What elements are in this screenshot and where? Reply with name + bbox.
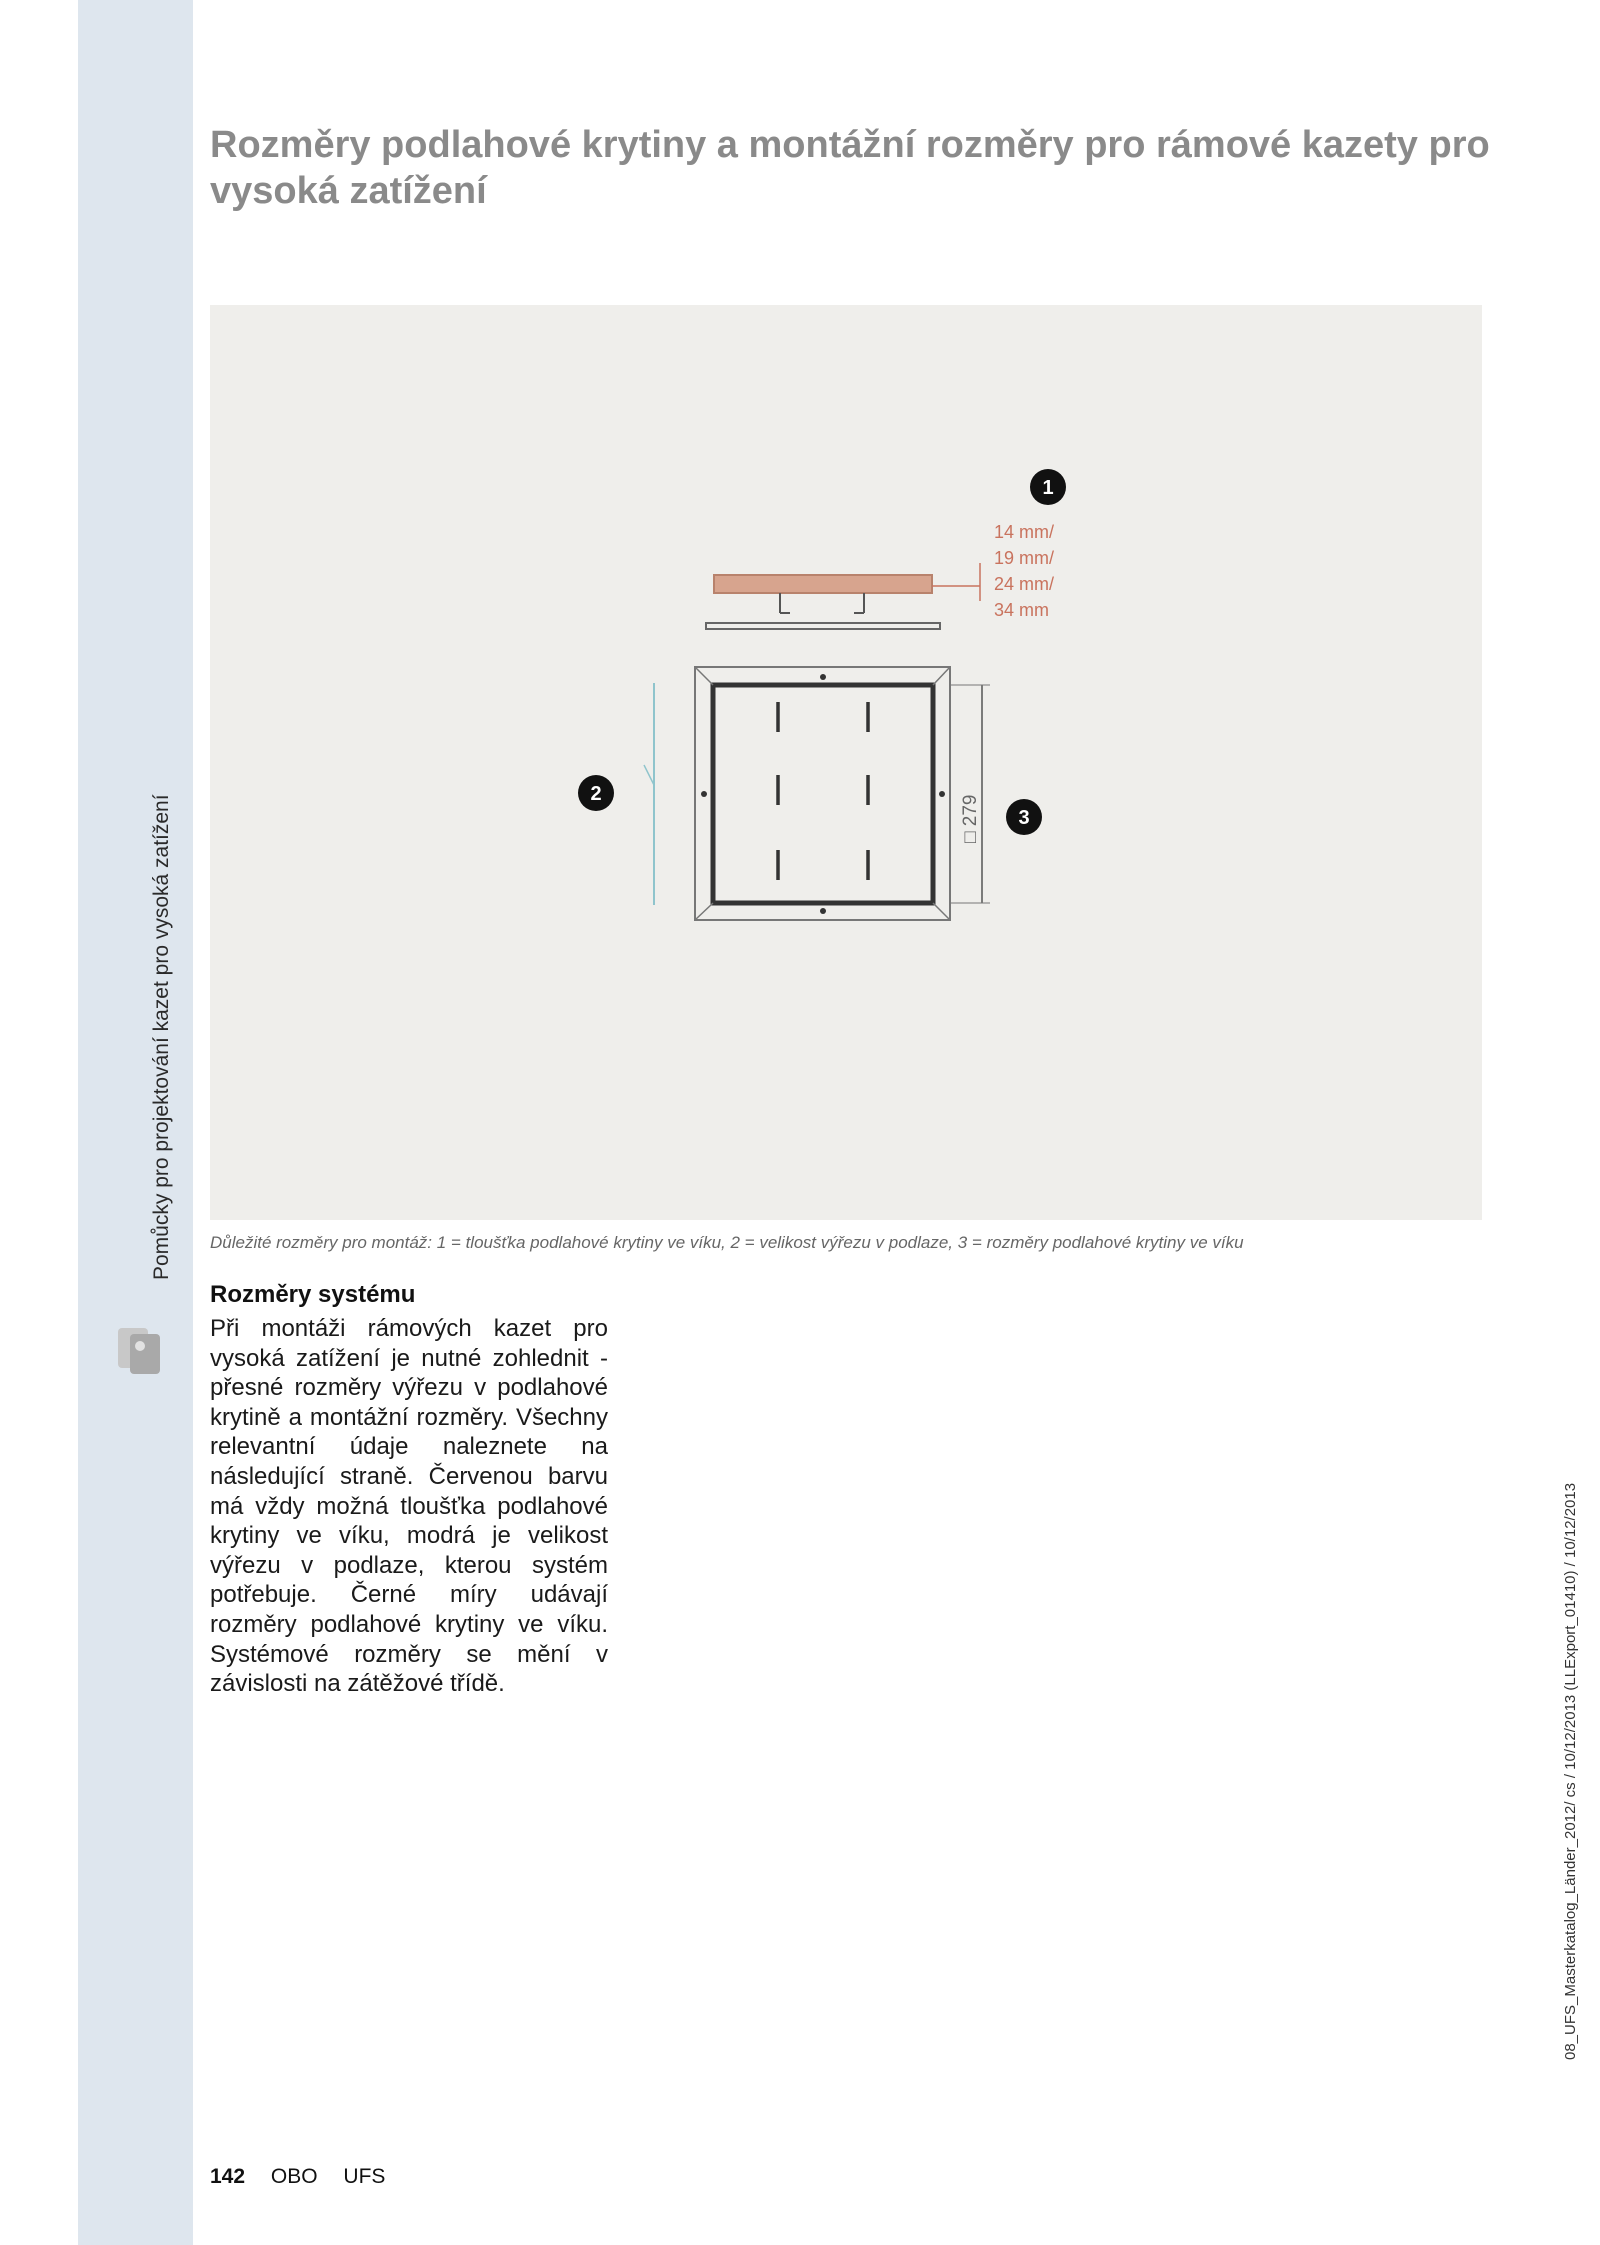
sidebar-section-label: Pomůcky pro projektování kazet pro vysoká zatížení (150, 794, 173, 1280)
page-footer (210, 2165, 405, 2189)
frame-side (706, 623, 940, 629)
dimension-label: □ 279 (960, 794, 981, 843)
thickness-label-19: 19 mm/ (994, 548, 1055, 568)
callout-3-label: 3 (1018, 807, 1030, 829)
figure-caption: Důležité rozměry pro montáž: 1 = tloušťka podlahové krytiny ve víku, 2 = velikost výřezu v podlaze, 3 = rozměry podlahové krytiny ve víku (210, 1233, 1244, 1252)
inner-frame (713, 685, 933, 903)
lid-plate (714, 575, 932, 593)
section-heading: Rozměry systému (210, 1281, 416, 1308)
cable-slots (778, 702, 868, 880)
thickness-label-14: 14 mm/ (994, 522, 1055, 542)
installation-figure (210, 305, 1482, 1220)
page-title: Rozměry podlahové krytiny a montážní rozměry pro rámové kazety pro vysoká zatížení (210, 124, 1490, 212)
sidebar-band (78, 0, 193, 2245)
callout-1-label: 1 (1042, 477, 1054, 499)
page-number: 142 (210, 2165, 246, 2188)
footer-brand: OBO (270, 2165, 318, 2188)
footer-product: UFS (343, 2165, 386, 2188)
cassette-icon (112, 1320, 172, 1380)
print-metadata: 08_UFS_Masterkatalog_Länder_2012/ cs / 10/12/2013 (LLExport_01410) / 10/12/2013 (1562, 1482, 1579, 2060)
outer-frame (695, 667, 950, 920)
thickness-label-24: 24 mm/ (994, 574, 1055, 594)
section-body: Při montáži rámových kazet pro vysoká zatížení je nutné zohlednit - přesné rozměry výřezu v podlahové krytině a montážní rozměry. Všechny relevantní údaje naleznete na následující straně. Červenou barvu má vždy možná tloušťka podlahové krytiny ve víku, modrá je velikost výřezu v podlaze, kterou systém potřebuje. Černé míry udávají rozměry podlahové krytiny ve víku. Systémové rozměry se mění v závislosti na zátěžové třídě. (210, 1315, 608, 1698)
thickness-label-34: 34 mm (994, 600, 1050, 620)
installation-diagram (210, 305, 1482, 1220)
callout-2-label: 2 (590, 783, 602, 805)
